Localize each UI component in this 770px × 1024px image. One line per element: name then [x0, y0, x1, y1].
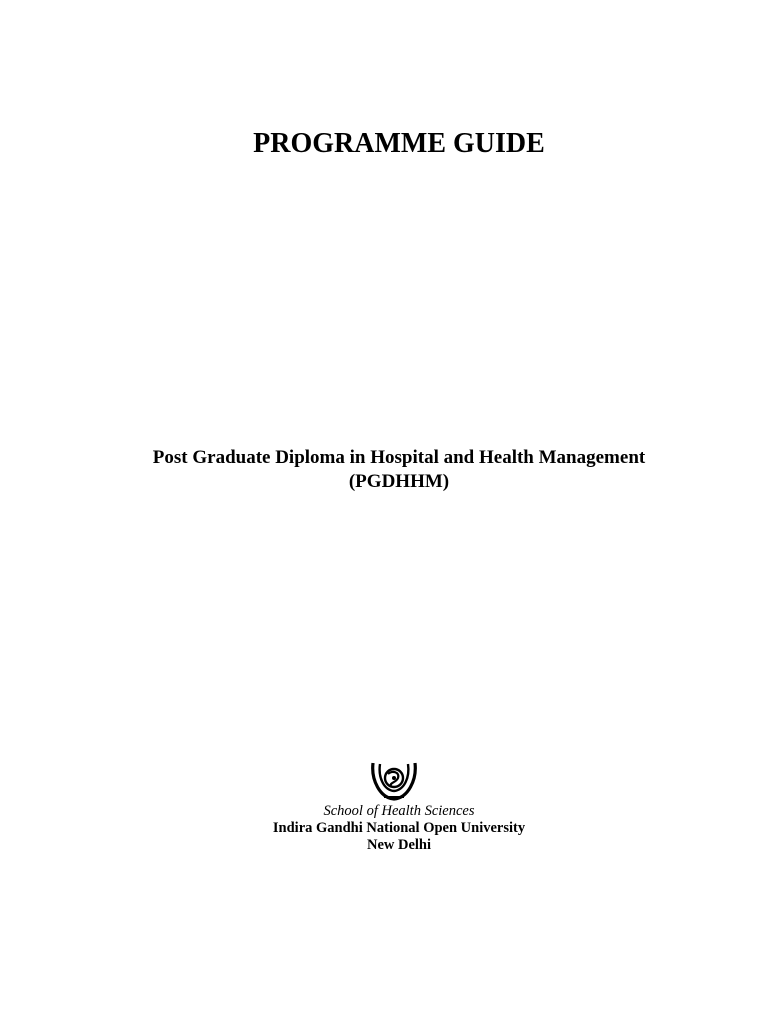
page-title: PROGRAMME GUIDE [253, 128, 545, 159]
school-name: School of Health Sciences [323, 803, 475, 819]
programme-code: (PGDHHM) [348, 471, 450, 492]
publisher-block [0, 803, 770, 854]
ignou-emblem-icon [370, 760, 418, 802]
university-name: Indira Gandhi National Open University [272, 820, 526, 836]
programme-heading [0, 446, 770, 494]
programme-name: Post Graduate Diploma in Hospital and Health Management [152, 447, 646, 468]
city-name: New Delhi [366, 837, 432, 853]
